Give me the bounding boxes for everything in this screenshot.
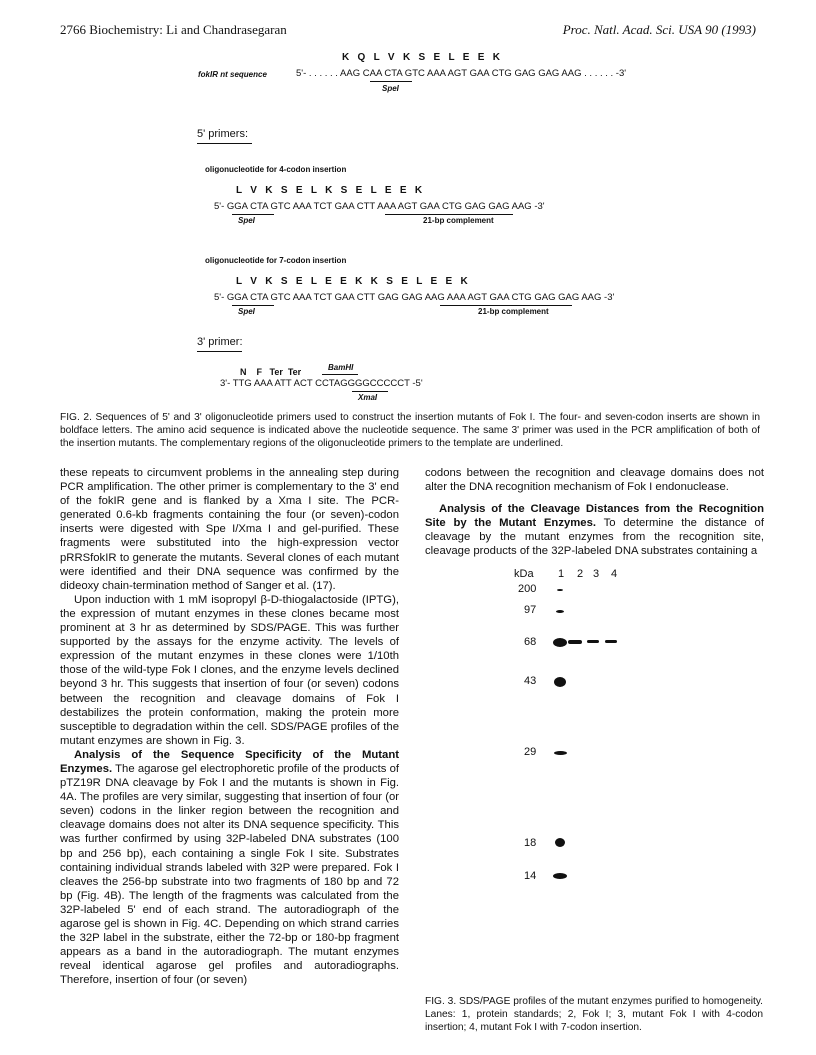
gel-band (553, 873, 567, 879)
kda-label: kDa (514, 568, 534, 580)
marker-label: 18 (524, 837, 537, 849)
xmai-underline (352, 391, 388, 392)
marker-label: 43 (524, 675, 537, 687)
primer3-bamhi: BamHI (328, 363, 354, 372)
fokIR-nucleotides: 5'- . . . . . . AAG CAA CTA GTC AAA AGT GAA CTG GAG GAG AAG . . . . . . -3' (296, 68, 627, 79)
paragraph: Upon induction with 1 mM isopropyl β-D-thiogalactoside (IPTG), the expression of mutant enzymes in these clones became most prominent at 3 hr as determined by SDS/PAGE. This was further supported by the assays for the enzyme activity. The levels of expression of the mutant enzymes in these clones were 1/10th those of the wild-type Fok I clones, and the enzyme levels declined beyond 3 hr. This suggests that insertion of four (or seven) codons between the recognition and cleavage domains of Fok I destabilizes the protein conformation, making the protein more susceptible to degradation within the cell. SDS/PAGE profiles of the mutant enzymes are shown in Fig. 3. (60, 593, 399, 747)
oligo7-nucleotides: 5'- GGA CTA GTC AAA TCT GAA CTT GAG GAG AAG AAA AGT GAA CTG GAG GAG AAG -3' (214, 292, 615, 303)
lane-label: 4 (611, 568, 618, 580)
gel-band (587, 640, 599, 643)
marker-label: 68 (524, 636, 537, 648)
primers5-heading-underline (197, 143, 252, 144)
bamhi-overline (322, 374, 358, 375)
oligo4-complement: 21-bp complement (423, 216, 494, 225)
primer3-amino-acids: N F Ter Ter (240, 367, 302, 377)
marker-label: 14 (524, 870, 537, 882)
fokIR-site-label: SpeI (382, 84, 399, 93)
marker-label: 97 (524, 604, 537, 616)
running-header-left: 2766 Biochemistry: Li and Chandrasegaran (60, 22, 287, 37)
left-column (60, 466, 399, 987)
oligo7-label: oligonucleotide for 7-codon insertion (205, 256, 347, 265)
oligo4-site: SpeI (238, 216, 255, 225)
figure-3-caption: FIG. 3. SDS/PAGE profiles of the mutant enzymes purified to homogeneity. Lanes: 1, protein standards; 2, Fok I; 3, mutant Fok I with 4-codon insertion; 4, mutant Fok I with 7-codon insertion. (425, 996, 763, 1033)
paragraph: codons between the recognition and cleavage domains does not alter the DNA recognition mechanism of Fok I endonuclease. (425, 467, 764, 494)
oligo7-site: SpeI (238, 307, 255, 316)
primer3-xmai: XmaI (358, 393, 378, 402)
oligo7-complement: 21-bp complement (478, 307, 549, 316)
paragraph: these repeats to circumvent problems in the annealing step during PCR amplification. The other primer is complementary to the 3' end of the fokIR gene and is flanked by a Xma I site. The PCR-generated 0.6-kb fragments containing the four (or seven)-codon inserts were digested with Spe I/Xma I and gel-purified. These fragments were substituted into the high-expression vector pRRSfokIR to generate the mutants. Several clones of each mutant were identified and their DNA sequence was confirmed by the dideoxy chain-termination method of Sanger et al. (17). (60, 467, 399, 592)
oligo4-nucleotides: 5'- GGA CTA GTC AAA TCT GAA CTT AAA AGT GAA CTG GAG GAG AAG -3' (214, 201, 545, 212)
figure-2-caption: FIG. 2. Sequences of 5' and 3' oligonucleotide primers used to construct the insertion mutants of Fok I. The four- and seven-codon inserts are shown in boldface letters. The amino acid sequence is indicated above the nucleotide sequence. The same 3' primer was used in the PCR amplification of both of the insertion mutants. The complementary regions of the oligonucleotide primers to the template are underlined. (60, 412, 760, 449)
oligo4-label: oligonucleotide for 4-codon insertion (205, 165, 347, 174)
primer3-heading-underline (197, 351, 242, 352)
gel-band (568, 640, 582, 644)
right-column (425, 466, 764, 559)
section-heading: Analysis of the Cleavage Distances from the Recognition Site by the Mutant Enzymes. (425, 503, 764, 530)
running-header-right: Proc. Natl. Acad. Sci. USA 90 (1993) (562, 22, 756, 37)
primers5-heading: 5' primers: (197, 128, 248, 140)
oligo7-spei-underline (232, 305, 274, 306)
oligo4-amino-acids: L V K S E L K S E L E E K (236, 185, 423, 196)
gel-band (555, 838, 565, 847)
oligo7-amino-acids: L V K S E L E E K K S E L E E K (236, 276, 468, 287)
primer3-nucleotides: 3'- TTG AAA ATT ACT CCTAGGGGCCCCCT -5' (220, 378, 423, 389)
oligo4-complement-underline (385, 214, 513, 215)
gel-band (556, 610, 564, 613)
primer3-heading: 3' primer: (197, 336, 243, 348)
fokIR-amino-acids: K Q L V K S E L E E K (342, 52, 500, 63)
spei-underline (370, 81, 412, 82)
marker-label: 29 (524, 746, 537, 758)
lane-label: 1 (558, 568, 565, 580)
section-heading: Analysis of the Sequence Specificity of the Mutant Enzymes. (60, 748, 399, 775)
gel-band (605, 640, 617, 643)
gel-band (553, 638, 567, 647)
paragraph: The agarose gel electrophoretic profile of the products of pTZ19R DNA cleavage by Fok I and the mutants is shown in Fig. 4A. The profiles are very similar, suggesting that insertion of four (or seven) codons in the linker region between the recognition and cleavage domains does not alter its DNA sequence specificity. This was further confirmed by using 32P-labeled DNA substrates (100 bp and 256 bp), each containing a single Fok I site. Substrates containing individual strands labeled with 32P were prepared. Fok I cleaves the 256-bp substrate into two fragments of 180 bp and 72 bp (Fig. 4B). The length of the fragments was calculated from the 32P-labeled 5' end of each strand. The autoradiograph of the agarose gel is shown in Fig. 4C. Depending on which strand carries the 32P label in the substrate, either the 72-bp or 180-bp fragment appears as a band in the autoradiograph. The mutant enzymes reveal identical agarose gel profiles and autoradiographs. Therefore, insertion of four (or seven) (60, 762, 399, 987)
lane-label: 2 (577, 568, 584, 580)
gel-band (554, 677, 566, 687)
paragraph: To determine the distance of cleavage by the mutant enzymes from the recognition site, cleavage products of the 32P-labeled DNA substrates containing a (425, 517, 764, 558)
fokIR-label: fokIR nt sequence (198, 70, 267, 79)
gel-band (554, 751, 567, 755)
lane-label: 3 (593, 568, 600, 580)
oligo4-spei-underline (232, 214, 274, 215)
oligo7-complement-underline (440, 305, 572, 306)
marker-label: 200 (518, 583, 537, 595)
gel-band (557, 589, 563, 591)
